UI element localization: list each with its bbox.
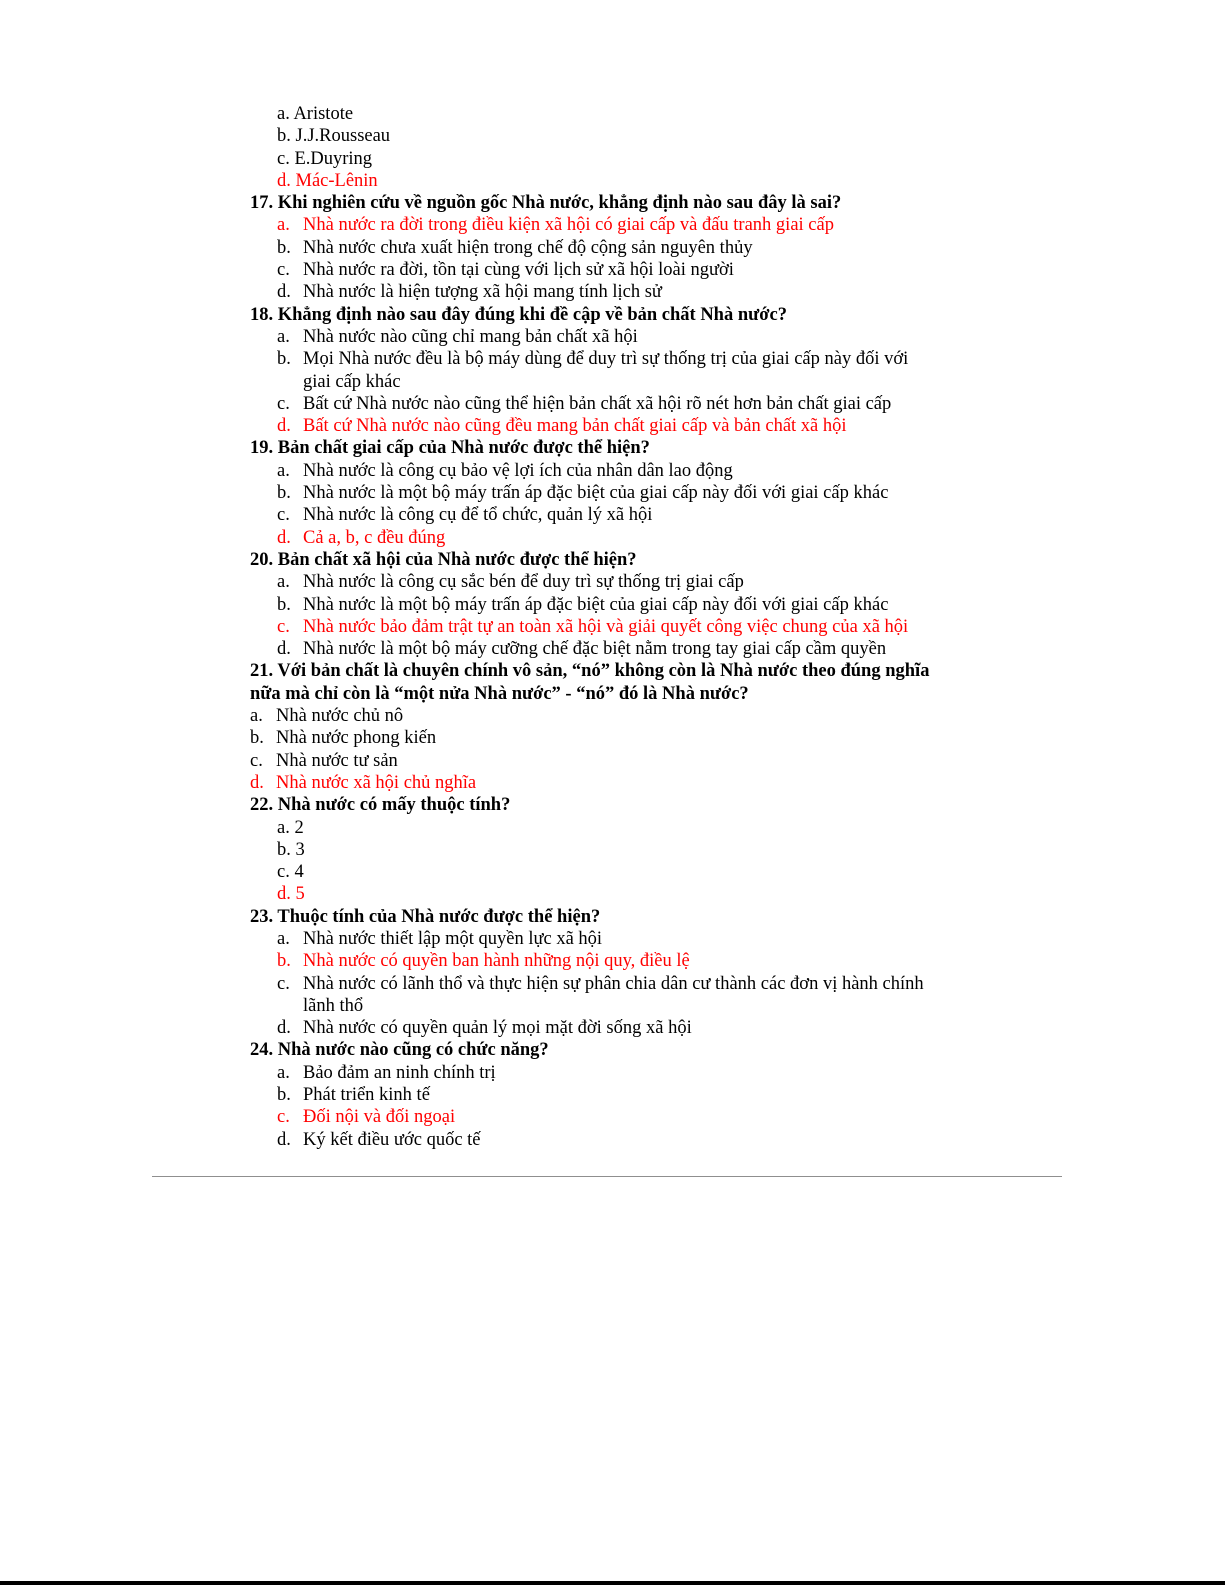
option-marker: b. [277,594,291,615]
q24-option-a [250,1062,980,1084]
option-text: Nhà nước là hiện tượng xã hội mang tính lịch sử [303,282,662,303]
option-text: Nhà nước thiết lập một quyền lực xã hội [303,928,603,949]
q21-option-b [250,727,980,749]
q19-title: 19. Bản chất giai cấp của Nhà nước được thể hiện? [250,438,650,459]
option-text: Nhà nước là công cụ sắc bén để duy trì sự thống trị giai cấp [303,572,744,593]
q17-option-b [250,237,980,259]
option-marker: d. [277,1018,291,1039]
q20-title: 20. Bản chất xã hội của Nhà nước được thể hiện? [250,549,637,570]
option-marker: b. [277,951,291,972]
option-text: Nhà nước là công cụ bảo vệ lợi ích của nhân dân lao động [303,460,733,481]
option-marker: c. [277,973,290,994]
q23-option-b-correct [250,950,980,972]
option-text: Mọi Nhà nước đều là bộ máy dùng để duy trì sự thống trị của giai cấp này đối với [303,349,909,370]
q19-option-d-correct [250,527,980,549]
option-marker: a. [277,326,290,347]
page-divider [152,1176,1062,1177]
option-text: Nhà nước chủ nô [276,706,404,727]
q24-option-d [250,1129,980,1151]
option-text: Nhà nước ra đời trong điều kiện xã hội có giai cấp và đấu tranh giai cấp [303,215,834,236]
option-marker: b. [277,483,291,504]
option-text: Nhà nước chưa xuất hiện trong chế độ cộng sản nguyên thủy [303,237,753,258]
q19-option-b [250,482,980,504]
option-text: Nhà nước là một bộ máy trấn áp đặc biệt của giai cấp này đối với giai cấp khác [303,594,889,615]
q20-option-d [250,638,980,660]
option-marker: b. [250,728,264,749]
option-marker: a. [277,215,290,236]
question-list [250,103,980,1151]
q18-option-b-continuation: giai cấp khác [303,371,401,392]
q24-option-c-correct [250,1106,980,1128]
option-marker: d. [277,527,291,548]
option-text: Nhà nước có lãnh thổ và thực hiện sự phân chia dân cư thành các đơn vị hành chính [303,973,924,994]
q16-option-d-correct: d. Mác-Lênin [277,170,378,191]
q17-option-c [250,259,980,281]
option-marker: c. [277,505,290,526]
option-text: Nhà nước xã hội chủ nghĩa [276,772,477,793]
option-text: Nhà nước bảo đảm trật tự an toàn xã hội và giải quyết công việc chung của xã hội [303,616,909,637]
option-text: Nhà nước phong kiến [276,728,437,749]
option-marker: c. [250,750,263,771]
q21-option-c [250,750,980,772]
option-text: Phát triển kinh tế [303,1085,430,1106]
q22-title: 22. Nhà nước có mấy thuộc tính? [250,795,511,816]
q16-option-a: a. Aristote [277,104,354,124]
option-marker: a. [277,928,290,949]
option-marker: c. [277,1107,290,1128]
option-text: Nhà nước là một bộ máy cưỡng chế đặc biệt nằm trong tay giai cấp cầm quyền [303,639,887,660]
option-text: Ký kết điều ước quốc tế [303,1129,481,1150]
q17-option-a-correct [250,214,980,236]
q18-option-d-correct [250,415,980,437]
q21-option-d-correct [250,772,980,794]
q18-option-b [250,348,980,370]
q23-option-c-continuation: lãnh thổ [303,995,364,1016]
q20-option-a [250,571,980,593]
option-marker: c. [277,616,290,637]
q23-title: 23. Thuộc tính của Nhà nước được thể hiện? [250,906,601,927]
q18-option-a [250,326,980,348]
option-text: Bất cứ Nhà nước nào cũng đều mang bản chất giai cấp và bản chất xã hội [303,416,847,437]
option-text: Nhà nước tư sản [276,750,398,771]
q21-title-line2: nữa mà chỉ còn là “một nửa Nhà nước” - “nó” đó là Nhà nước? [250,683,749,704]
option-marker: c. [277,260,290,281]
q20-option-c-correct [250,616,980,638]
option-marker: a. [277,460,290,481]
option-text: Đối nội và đối ngoại [303,1107,456,1128]
q19-option-c [250,504,980,526]
option-marker: a. [277,572,290,593]
q23-option-c [250,973,980,995]
option-marker: d. [277,416,291,437]
option-marker: b. [277,349,291,370]
q21-option-a [250,705,980,727]
option-text: Nhà nước nào cũng chỉ mang bản chất xã hội [303,326,638,347]
option-marker: d. [250,772,264,793]
q22-option-a: a. 2 [277,817,304,838]
option-marker: d. [277,282,291,303]
page-bottom-edge [0,1581,1225,1585]
option-marker: a. [250,706,263,727]
q20-option-b [250,594,980,616]
q18-option-c [250,393,980,415]
q22-option-c: c. 4 [277,862,304,883]
option-text: Nhà nước ra đời, tồn tại cùng với lịch sử xã hội loài người [303,260,734,281]
q21-title-line1: 21. Với bản chất là chuyên chính vô sản, “nó” không còn là Nhà nước theo đúng nghĩa [250,661,930,682]
option-marker: b. [277,1085,291,1106]
option-text: Cả a, b, c đều đúng [303,527,446,548]
option-marker: b. [277,237,291,258]
option-marker: c. [277,393,290,414]
q24-option-b [250,1084,980,1106]
option-text: Nhà nước có quyền ban hành những nội quy, điều lệ [303,951,690,972]
option-text: Nhà nước có quyền quản lý mọi mặt đời sống xã hội [303,1018,692,1039]
q17-title: 17. Khi nghiên cứu về nguồn gốc Nhà nước, khẳng định nào sau đây là sai? [250,193,842,214]
option-text: Bất cứ Nhà nước nào cũng thể hiện bản chất xã hội rõ nét hơn bản chất giai cấp [303,393,892,414]
option-text: Nhà nước là công cụ để tổ chức, quản lý xã hội [303,505,653,526]
option-text: Nhà nước là một bộ máy trấn áp đặc biệt của giai cấp này đối với giai cấp khác [303,483,889,504]
option-marker: d. [277,639,291,660]
q17-option-d [250,281,980,303]
q19-option-a [250,460,980,482]
q24-title: 24. Nhà nước nào cũng có chức năng? [250,1040,549,1061]
q23-option-d [250,1017,980,1039]
q22-option-b: b. 3 [277,839,305,860]
q16-option-b: b. J.J.Rousseau [277,126,391,147]
option-marker: a. [277,1062,290,1083]
q22-option-d-correct: d. 5 [277,884,305,905]
q16-option-c: c. E.Duyring [277,148,373,169]
option-text: Bảo đảm an ninh chính trị [303,1062,496,1083]
q18-title: 18. Khẳng định nào sau đây đúng khi đề cập về bản chất Nhà nước? [250,304,787,325]
q23-option-a [250,928,980,950]
option-marker: d. [277,1129,291,1150]
